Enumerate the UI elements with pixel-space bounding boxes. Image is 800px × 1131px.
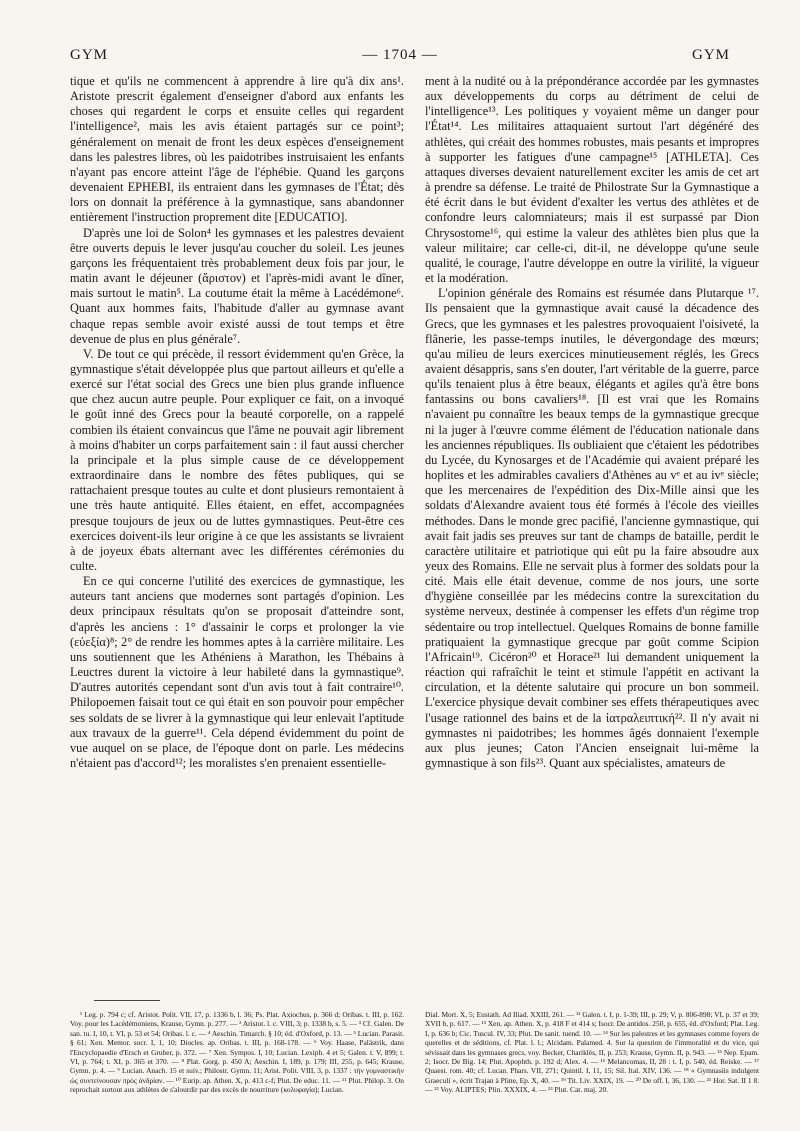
header-left-title: GYM	[70, 46, 109, 63]
header-right-title: GYM	[691, 46, 730, 63]
paragraph: V. De tout ce qui précède, il ressort évidemment qu'en Grèce, la gymnastique s'était développée plus que partout ailleurs et qu'elle a exercé sur l'état social des Grecs une bien plus grande influence que chez aucun autre peuple. Pour expliquer ce fait, on a invoqué le goût inné des Grecs pour la beauté corporelle, on a rappelé combien ils étaient convaincus que l'âme ne pouvait agir librement à moins d'habiter un corps parfaitement sain : il faut aussi chercher la principale et la plus simple cause de ce développement extraordinaire dans le nombre des fêtes publiques, qui se rattachaient presque toutes au culte et dont plusieurs remontaient à une très haute antiquité. Elles étaient, en effet, accompagnées presque toujours de jeux ou de luttes gymnastiques. Peut-être ces exercices doivent-ils leur origine à ce que les assistants se livraient à de joyeux ébats alternant avec les différentes cérémonies du culte.	[70, 346, 404, 573]
running-header	[70, 44, 730, 66]
paragraph: En ce qui concerne l'utilité des exercices de gymnastique, les auteurs tant anciens que modernes sont partagés d'opinion. Les deux principaux résultats qu'on se proposait d'atteindre sont, d'après les anciens : 1° d'assainir le corps et prolonger la vie (εὐεξία)⁸; 2° de rendre les hommes aptes à la carrière militaire. Les uns soutiennent que les Athéniens à Marathon, les Thébains à Leuctres durent la victoire à leur habileté dans la gymnastique⁹. D'autres autorités cependant sont d'un avis tout à fait contraire¹⁰. Philopoemen faisait tout ce qui était en son pouvoir pour empêcher ses soldats de se livrer à la gymnastique qui leur enlevait l'aptitude aux travaux de la guerre¹¹. Cela dépend évidemment du point de vue auquel on se place, de l'époque dont on parle. Les médecins n'étaient pas d'accord¹²; les moralistes s'en prenaient essentielle-	[70, 574, 404, 771]
footnote-block: ¹ Leg. p. 794 c; cf. Aristot. Polit. VII, 17, p. 1336 b, l. 36; Ps. Plat. Axiochus, p. 366 d; Oribas. t. III, p. 162. Voy. pour les Lacédémoniens, Krause, Gymn. p. 277. — ² Aristot. l. c. VIII, 3; p. 1338 b, s. 5. — ³ Cf. Galen. De san. tu. I, 10, t. VI, p. 53 et 54; Oribas. l. c. — ⁴ Aeschin. Timarch. § 10; éd. d'Oxford, p. 13. — ⁵ Lucian. Parasit. § 61; Xen. Memor. socr. I, 1, 10; Diocles. ap. Oribas. t. III, p. 168-178. — ⁶ Voy. Haase, Palästrik, dans l'Encyclopaedie d'Ersch et Gruber, p. 372. — ⁷ Xen. Sympos. I, 10; Lucian. Lexiph. 4 et 5; Galen. t. V, 899; t. VI, p. 764; t. XI, p. 365 et 370. — ⁸ Plat. Gorg. p. 450 A; Aeschin. I, 189, p. 179; III, 255, p. 645; Krause, Gymn. p. 4. — ⁹ Lucian. Anach. 15 et suiv.; Philostr. Gymn. 11; Arist. Polit. VIII, 3, p. 1337 : τὴν γυμναστικὴν ὡς συντείνουσαν πρὸς ἀνδρίαν. — ¹⁰ Eurip. ap. Athen. X, p. 413 c-f; Plut. De educ. 11. — ¹¹ Plut. Philop. 3. On reprochait surtout aux athlètes de s'alourdir par des excès de nourriture (κολυφαγία); Lucian.	[70, 1010, 404, 1095]
footnotes-right	[425, 1010, 759, 1095]
paragraph: ment à la nudité ou à la prépondérance accordée par les gymnastes aux développements du corps au détriment de celui de l'intelligence¹³. Les politiques y voyaient même un danger pour l'État¹⁴. Les militaires attaquaient surtout l'art dégénéré des athlètes, qui créait des hommes robustes, mais pesants et impropres à supporter les fatigues d'une campagne¹⁵ [ATHLETA]. Ces attaques diverses devaient naturellement exciter les amis de cet art à prendre sa défense. Le traité de Philostrate Sur la Gymnastique a été écrit dans le but évident d'exalter les vertus des athlètes et de confondre leurs calomniateurs; mais il est surpassé par Dion Chrysostome¹⁶, qui estime la valeur des athlètes bien plus que la valeur militaire; car celle-ci, dit-il, ne développe qu'une seule qualité, le courage, l'autre développe en outre la virilité, la vigueur et la modération.	[425, 74, 759, 286]
paragraph: L'opinion générale des Romains est résumée dans Plutarque ¹⁷. Ils pensaient que la gymnastique avait causé la décadence des Grecs, que les gymnases et les palestres provoquaient l'oisiveté, la flânerie, les passe-temps inutiles, le dévergondage des mœurs; qu'au milieu de leurs exercices minutieusement réglés, les Grecs avaient désappris, sans s'en douter, l'art véritable de la guerre, parce qu'ils tenaient plus à être beaux, élégants et agiles qu'à être bons fantassins ou bons cavaliers¹⁸. [Il est vrai que les Romains n'avaient pu connaître les beaux temps de la gymnastique grecque ni la juger à l'œuvre comme élément de l'éducation nationale dans les anciennes républiques. Ils oubliaient que c'étaient les pédotribes du Lycée, du Kynosarges et de l'Académie qui avaient préparé les hoplites et les admirables cavaliers d'Athènes au vᵉ et au ivᵉ siècle; que les mercenaires de l'expédition des Dix-Mille ainsi que les soldats d'Alexandre avaient tous été formés à l'école des vieilles méthodes. Dans le monde grec pacifié, l'ancienne gymnastique, qui avait fait jadis ses preuves sur tant de champs de bataille, perdit le caractère utilitaire et patriotique qui eût pu la faire absoudre aux yeux des Romains. Elle ne servait plus à former des soldats pour la cité. Mais elle était devenue, comme de nos jours, une sorte d'hygiène conseillée par les médecins contre la surexcitation du système nerveux, destinée à compenser les effets d'un régime trop sédentaire ou trop intellectuel. Quelques Romains de bonne famille pratiquaient la gymnastique grecque par goût comme Scipion l'Africain¹⁹. Cicéron²⁰ et Horace²¹ lui demandent uniquement la réaction qui rafraîchit le teint et stimule l'appétit en activant la circulation, et la détente salutaire qui procure un bon sommeil. L'exercice physique devait combiner ses effets thérapeutiques avec l'usage rationnel des bains et de la ἰατραλειπτική²². Il n'y avait ni gymnastes ni paidotribes; les hommes âgés donnaient l'exemple aux plus jeunes; Caton l'Ancien enseignait lui-même la gymnastique à son fils²³. Quant aux spécialistes, amateurs de	[425, 286, 760, 771]
left-column	[70, 74, 404, 771]
footnote-rule	[94, 1000, 160, 1001]
footnotes-left	[70, 1010, 404, 1095]
paragraph: tique et qu'ils ne commencent à apprendre à lire qu'à dix ans¹. Aristote prescrit également d'enseigner d'abord aux enfants les choses qui regardent le corps et ensuite celles qui regardent l'intelligence², mais les avis étaient partagés sur ce point³; généralement on menait de front les deux espèces d'enseignement dans les palestres libres, où les paidotribes instruisaient les enfants n'ayant pas encore atteint l'âge de l'éphébie. Quand les garçons devenaient EPHEBI, ils entraient dans les gymnases de l'État; dès lors on donnait la préférence à la gymnastique, sans abandonner entièrement l'instruction proprement dite [EDUCATIO].	[70, 74, 404, 225]
right-column	[425, 74, 759, 771]
footnote-block: Dial. Mort. X, 5; Eustath. Ad Iliad. XXIII, 261. — ¹² Galen. t. I, p. 1-39; III, p. 29; V, p. 806-898; VI, p. 37 et 39; XVII b, p. 617. — ¹³ Xen. ap. Athen. X, p. 418 F et 414 s; Isocr. De antidos. 250, p. 655, éd. d'Oxford; Plat. Leg. I, p. 636 b; Cic. Tuscul. IV, 33; Plut. De sanit. tuend. 10. — ¹⁴ Sur les palestres et les gymnases comme foyers de querelles et de séditions, cf. Plat. l. l.; Alcidam. Palamed. 4. Sur la question de l'immoralité et du vice, qui sévissait dans les gymnases grecs, voy. Becker, Chariklès, II, p. 253; Krause, Gymn. II, p. 943. — ¹⁵ Nep. Epam. 2; Isocr. De Big. 14; Plut. Apophth. p. 192 d; Alex. 4. — ¹⁶ Melancomas, II, 28 : t. I, p. 540, éd. Reiske. — ¹⁷ Quaest. rom. 40; cf. Lucan. Phars. VII, 271; Quintil. I, 11, 15; Sil. Ital. XIV, 136. — ¹⁸ « Gymnasiis indulgent Graeculi », écrit Trajan à Pline, Ep. X, 40. — ¹⁹ Tit. Liv. XXIX, 19. — ²⁰ De off. I, 36, 130. — ²¹ Hor. Sat. II 1 8. — ²² Voy. ALIPTES; Plin. XXXIX, 4. — ²³ Plut. Cat. maj. 20.	[425, 1010, 759, 1095]
paragraph: D'après une loi de Solon⁴ les gymnases et les palestres devaient être ouverts depuis le lever jusqu'au coucher du soleil. Les jeunes garçons les fréquentaient très probablement deux fois par jour, le matin avant le déjeuner (ἄριστον) et l'après-midi avant le dîner, mais surtout le matin⁵. La coutume était la même à Lacédémone⁶. Quant aux hommes faits, l'habitude d'aller au gymnase avant chaque repas semble avoir existé aussi de tout temps et être devenue de plus en plus générale⁷.	[70, 225, 404, 346]
page-number: — 1704 —	[362, 46, 438, 63]
